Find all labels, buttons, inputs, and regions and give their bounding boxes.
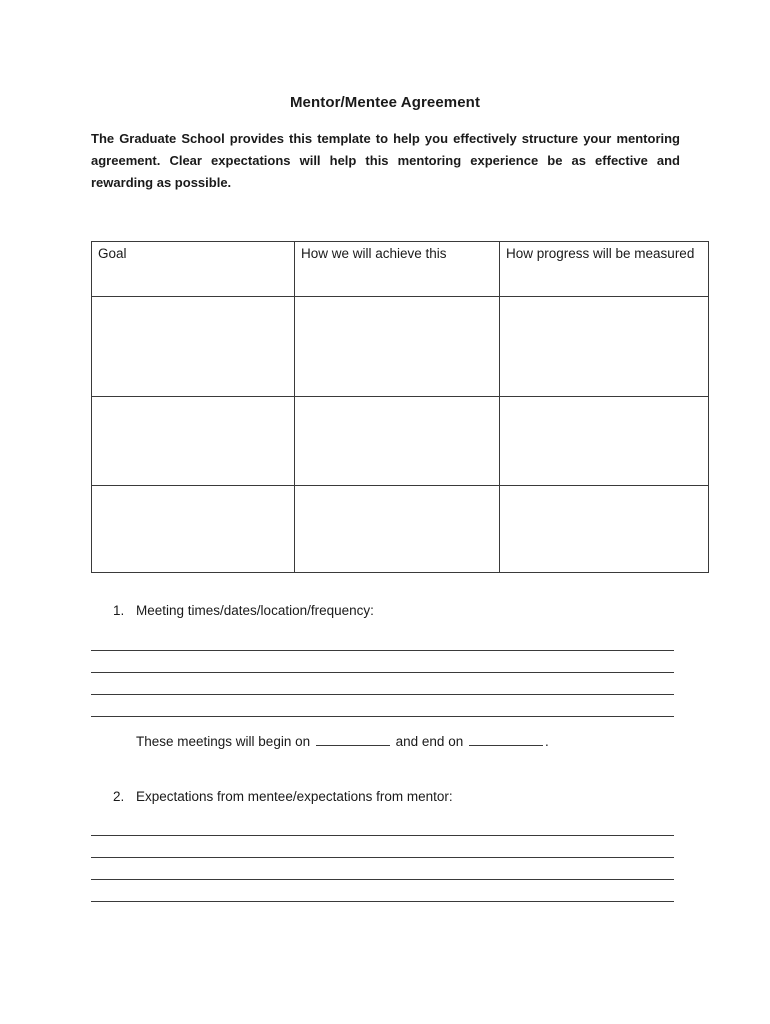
begin-date-blank[interactable] [316, 734, 390, 746]
section-1-blank-line[interactable] [91, 672, 674, 673]
goal-cell[interactable] [92, 297, 295, 397]
intro-paragraph: The Graduate School provides this template to help you effectively structure your mentoring agreement. Clear expectations will help this mentoring experience be as effective and rewarding as possible. [91, 131, 680, 190]
meetings-date-sentence [136, 734, 549, 749]
section-2-number: 2. [113, 789, 125, 804]
section-1-blank-line[interactable] [91, 716, 674, 717]
meetings-end-period: . [544, 734, 549, 749]
header-goal: Goal [92, 242, 295, 297]
table-row [92, 397, 709, 486]
section-2-label: Expectations from mentee/expectations from mentor: [136, 789, 453, 804]
achieve-cell[interactable] [295, 297, 500, 397]
section-1-blank-line[interactable] [91, 694, 674, 695]
meetings-begin-text: These meetings will begin on [136, 734, 311, 749]
section-2-heading [113, 789, 453, 804]
section-1-blank-line[interactable] [91, 650, 674, 651]
meetings-end-text: and end on [395, 734, 464, 749]
goal-cell[interactable] [92, 397, 295, 486]
table-row [92, 297, 709, 397]
achieve-cell[interactable] [295, 486, 500, 573]
end-date-blank[interactable] [469, 734, 543, 746]
section-2-blank-line[interactable] [91, 857, 674, 858]
measure-cell[interactable] [500, 397, 709, 486]
measure-cell[interactable] [500, 486, 709, 573]
section-1-label: Meeting times/dates/location/frequency: [136, 603, 374, 618]
measure-cell[interactable] [500, 297, 709, 397]
goals-table [91, 241, 709, 573]
table-row [92, 486, 709, 573]
header-how-measured: How progress will be measured [500, 242, 709, 297]
goals-table-header-row [92, 242, 709, 297]
goal-cell[interactable] [92, 486, 295, 573]
section-1-heading [113, 603, 374, 618]
section-2-blank-line[interactable] [91, 901, 674, 902]
section-2-blank-line[interactable] [91, 835, 674, 836]
document-title: Mentor/Mentee Agreement [289, 94, 481, 111]
section-1-number: 1. [113, 603, 125, 618]
header-how-achieve: How we will achieve this [295, 242, 500, 297]
achieve-cell[interactable] [295, 397, 500, 486]
section-2-blank-line[interactable] [91, 879, 674, 880]
